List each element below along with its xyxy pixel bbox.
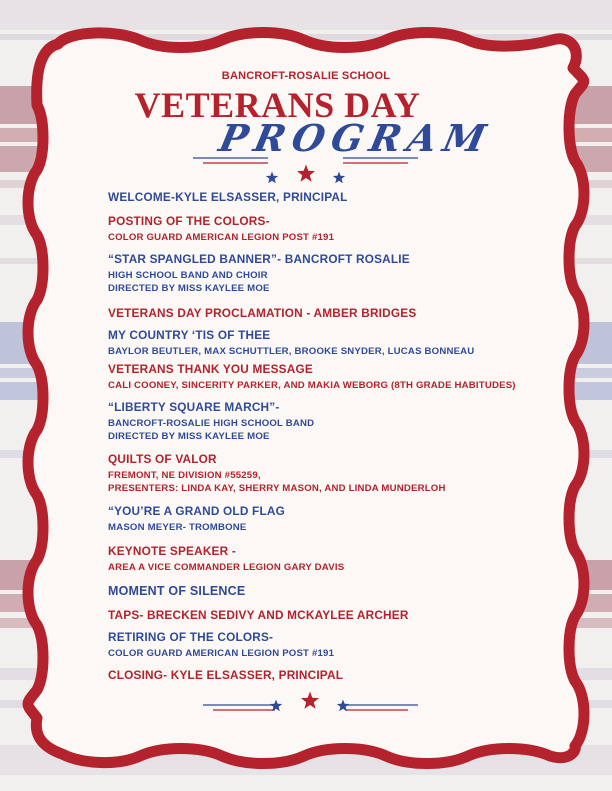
program-item-title: RETIRING OF THE COLORS- xyxy=(108,630,274,644)
program-item-detail: COLOR GUARD AMERICAN LEGION POST #191 xyxy=(108,648,335,659)
program-item-title: VETERANS THANK YOU MESSAGE xyxy=(108,362,313,376)
title-veterans-day: VETERANS DAY xyxy=(134,85,421,125)
program-item-title: “YOU’RE A GRAND OLD FLAG xyxy=(108,504,285,518)
program-item-detail: CALI COONEY, SINCERITY PARKER, AND MAKIA WEBORG (8TH GRADE HABITUDES) xyxy=(108,380,516,391)
program-item-title: TAPS- BRECKEN SEDIVY AND MCKAYLEE ARCHER xyxy=(108,608,409,622)
program-item-detail: AREA A VICE COMMANDER LEGION GARY DAVIS xyxy=(108,562,345,573)
program-item-title: “STAR SPANGLED BANNER”- BANCROFT ROSALIE xyxy=(108,252,410,266)
program-item-title: VETERANS DAY PROCLAMATION - AMBER BRIDGES xyxy=(108,306,417,320)
title-program: PROGRAM xyxy=(215,116,497,160)
program-item-title: “LIBERTY SQUARE MARCH”- xyxy=(108,400,280,414)
program-item-detail: DIRECTED BY MISS KAYLEE MOE xyxy=(108,431,270,442)
program-item-title: KEYNOTE SPEAKER - xyxy=(108,544,236,558)
program-item-title: WELCOME-KYLE ELSASSER, PRINCIPAL xyxy=(108,190,348,204)
program-item-title: MOMENT OF SILENCE xyxy=(108,584,246,598)
program-item-detail: MASON MEYER- TROMBONE xyxy=(108,522,247,533)
program-item-detail: BAYLOR BEUTLER, MAX SCHUTTLER, BROOKE SNYDER, LUCAS BONNEAU xyxy=(108,346,475,357)
program-item-detail: DIRECTED BY MISS KAYLEE MOE xyxy=(108,283,270,294)
program-item-title: CLOSING- KYLE ELSASSER, PRINCIPAL xyxy=(108,668,344,682)
program-item-detail: HIGH SCHOOL BAND AND CHOIR xyxy=(108,270,268,281)
program-item-detail: PRESENTERS: LINDA KAY, SHERRY MASON, AND LINDA MUNDERLOH xyxy=(108,483,446,494)
program-item-detail: FREMONT, NE DIVISION #55259, xyxy=(108,470,261,481)
school-name: BANCROFT-ROSALIE SCHOOL xyxy=(221,70,391,82)
program-item-title: MY COUNTRY ‘TIS OF THEE xyxy=(108,328,271,342)
program-item-title: POSTING OF THE COLORS- xyxy=(108,214,270,228)
program-item-title: QUILTS OF VALOR xyxy=(108,452,217,466)
program-item-detail: COLOR GUARD AMERICAN LEGION POST #191 xyxy=(108,232,335,243)
program-item-detail: BANCROFT-ROSALIE HIGH SCHOOL BAND xyxy=(108,418,315,429)
star-icon xyxy=(301,692,319,709)
